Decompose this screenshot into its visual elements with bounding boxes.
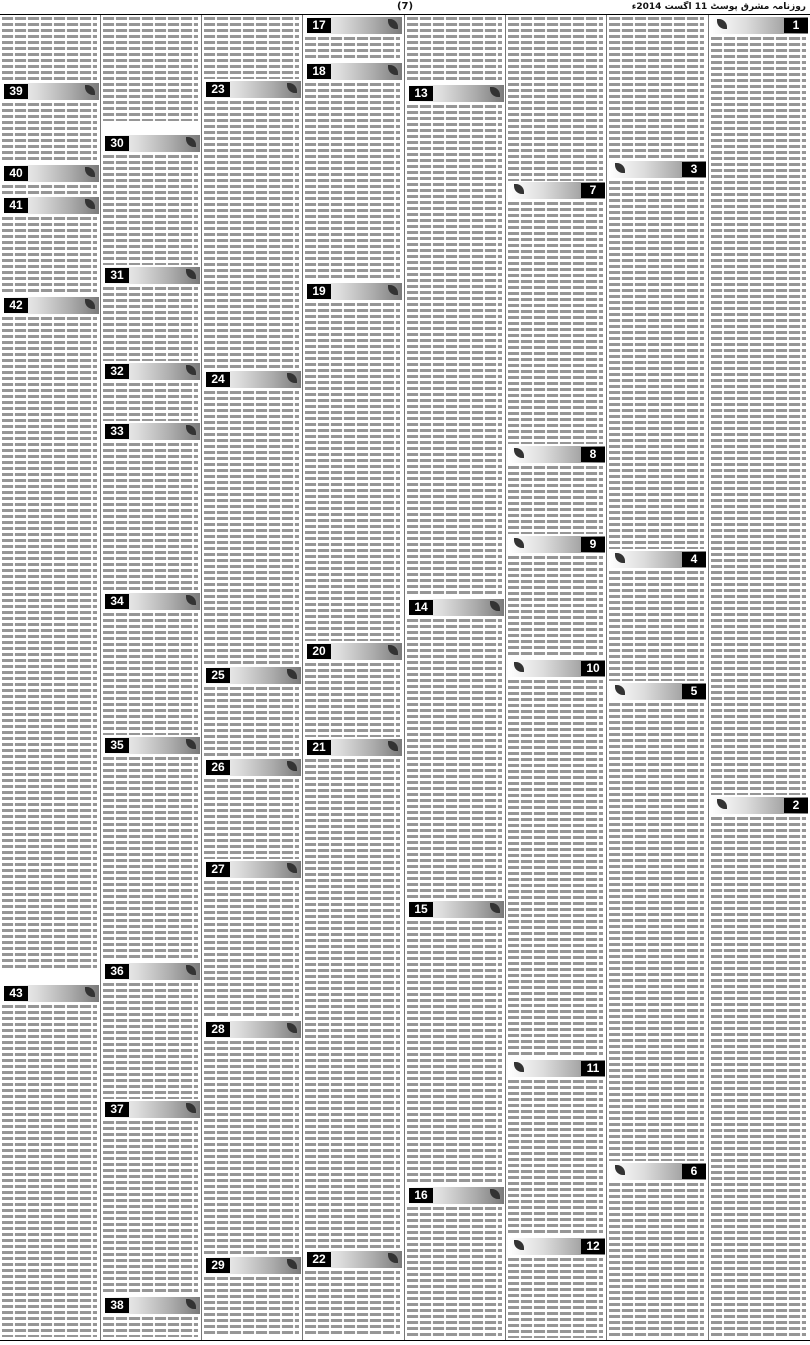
section-badge bbox=[711, 797, 808, 814]
article-text bbox=[103, 757, 198, 961]
article-text bbox=[2, 103, 97, 163]
article-text bbox=[609, 1183, 704, 1337]
article-text bbox=[204, 881, 299, 1019]
article-text bbox=[103, 1317, 198, 1337]
leaf-icon bbox=[85, 167, 95, 177]
leaf-icon bbox=[388, 645, 398, 655]
leaf-icon bbox=[186, 739, 196, 749]
section-number: 26 bbox=[206, 760, 230, 775]
article-text bbox=[609, 17, 704, 159]
leaf-icon bbox=[717, 799, 727, 809]
section-badge bbox=[103, 1101, 200, 1118]
section-badge bbox=[103, 593, 200, 610]
section-badge bbox=[204, 1257, 301, 1274]
article-text bbox=[103, 983, 198, 1099]
leaf-icon bbox=[514, 448, 524, 458]
section-number: 11 bbox=[581, 1061, 605, 1076]
article-text bbox=[508, 202, 603, 444]
section-number: 24 bbox=[206, 372, 230, 387]
article-text bbox=[609, 703, 704, 1161]
article-text bbox=[204, 391, 299, 665]
leaf-icon bbox=[514, 1062, 524, 1072]
section-badge bbox=[609, 1163, 706, 1180]
section-number: 43 bbox=[4, 986, 28, 1001]
section-number: 23 bbox=[206, 82, 230, 97]
article-text bbox=[2, 317, 97, 969]
leaf-icon bbox=[287, 863, 297, 873]
section-badge bbox=[305, 283, 402, 300]
article-text bbox=[103, 287, 198, 361]
article-text bbox=[2, 217, 97, 295]
article-text bbox=[508, 556, 603, 658]
article-text bbox=[508, 1080, 603, 1236]
column-3 bbox=[506, 15, 605, 1340]
bottom-rule bbox=[0, 1340, 810, 1341]
leaf-icon bbox=[287, 1023, 297, 1033]
section-number: 32 bbox=[105, 364, 129, 379]
article-text bbox=[2, 1005, 97, 1337]
section-number: 15 bbox=[409, 902, 433, 917]
article-text bbox=[305, 663, 400, 737]
section-badge bbox=[609, 161, 706, 178]
section-badge bbox=[2, 83, 99, 100]
leaf-icon bbox=[186, 965, 196, 975]
leaf-icon bbox=[615, 1165, 625, 1175]
leaf-icon bbox=[85, 199, 95, 209]
article-text bbox=[407, 105, 502, 597]
section-number: 42 bbox=[4, 298, 28, 313]
leaf-icon bbox=[388, 1253, 398, 1263]
section-number: 14 bbox=[409, 600, 433, 615]
leaf-icon bbox=[490, 903, 500, 913]
section-number: 29 bbox=[206, 1258, 230, 1273]
article-text bbox=[711, 817, 806, 1337]
section-badge bbox=[103, 135, 200, 152]
leaf-icon bbox=[287, 761, 297, 771]
section-number: 13 bbox=[409, 86, 433, 101]
section-badge bbox=[204, 81, 301, 98]
leaf-icon bbox=[287, 373, 297, 383]
article-text bbox=[103, 443, 198, 591]
section-number: 10 bbox=[581, 661, 605, 676]
article-text bbox=[609, 181, 704, 549]
section-number: 2 bbox=[784, 798, 808, 813]
article-text bbox=[508, 1258, 603, 1338]
leaf-icon bbox=[287, 83, 297, 93]
section-badge bbox=[305, 63, 402, 80]
article-text bbox=[103, 1121, 198, 1295]
section-number: 20 bbox=[307, 644, 331, 659]
section-badge bbox=[103, 963, 200, 980]
column-2 bbox=[607, 15, 706, 1340]
masthead bbox=[0, 0, 810, 15]
section-badge bbox=[103, 267, 200, 284]
section-number: 38 bbox=[105, 1298, 129, 1313]
article-text bbox=[508, 680, 603, 1058]
leaf-icon bbox=[85, 85, 95, 95]
section-number: 41 bbox=[4, 198, 28, 213]
leaf-icon bbox=[615, 685, 625, 695]
leaf-icon bbox=[490, 1189, 500, 1199]
leaf-icon bbox=[186, 1103, 196, 1113]
section-number: 8 bbox=[581, 447, 605, 462]
section-number: 27 bbox=[206, 862, 230, 877]
section-number: 40 bbox=[4, 166, 28, 181]
article-text bbox=[2, 185, 97, 195]
article-text bbox=[204, 779, 299, 859]
section-number: 31 bbox=[105, 268, 129, 283]
leaf-icon bbox=[186, 425, 196, 435]
article-text bbox=[204, 1041, 299, 1255]
section-badge bbox=[2, 197, 99, 214]
section-number: 12 bbox=[581, 1239, 605, 1254]
section-badge bbox=[305, 739, 402, 756]
column-6 bbox=[202, 15, 301, 1340]
section-number: 25 bbox=[206, 668, 230, 683]
section-number: 5 bbox=[682, 684, 706, 699]
leaf-icon bbox=[186, 595, 196, 605]
section-number: 33 bbox=[105, 424, 129, 439]
column-5 bbox=[303, 15, 402, 1340]
section-badge bbox=[2, 297, 99, 314]
leaf-icon bbox=[186, 269, 196, 279]
section-number: 19 bbox=[307, 284, 331, 299]
article-text bbox=[103, 383, 198, 421]
section-badge bbox=[305, 17, 402, 34]
section-number: 35 bbox=[105, 738, 129, 753]
section-number: 37 bbox=[105, 1102, 129, 1117]
section-badge bbox=[407, 599, 504, 616]
section-badge bbox=[103, 1297, 200, 1314]
article-text bbox=[711, 37, 806, 795]
article-text bbox=[407, 619, 502, 899]
column-4 bbox=[405, 15, 504, 1340]
section-number: 22 bbox=[307, 1252, 331, 1267]
article-text bbox=[407, 1207, 502, 1337]
leaf-icon bbox=[287, 669, 297, 679]
leaf-icon bbox=[287, 1259, 297, 1269]
leaf-icon bbox=[388, 65, 398, 75]
leaf-icon bbox=[186, 1299, 196, 1309]
article-text bbox=[204, 101, 299, 369]
section-badge bbox=[508, 1060, 605, 1077]
section-badge bbox=[508, 660, 605, 677]
section-badge bbox=[609, 551, 706, 568]
page-number: (7) bbox=[396, 1, 414, 12]
leaf-icon bbox=[388, 285, 398, 295]
newspaper-dateline: روزنامہ مشرق پوسٹ 11 اگست 2014ء bbox=[631, 2, 806, 12]
section-badge bbox=[305, 643, 402, 660]
article-text bbox=[609, 571, 704, 681]
leaf-icon bbox=[186, 365, 196, 375]
leaf-icon bbox=[615, 553, 625, 563]
leaf-icon bbox=[717, 19, 727, 29]
section-number: 28 bbox=[206, 1022, 230, 1037]
section-badge bbox=[103, 423, 200, 440]
leaf-icon bbox=[490, 601, 500, 611]
section-badge bbox=[204, 371, 301, 388]
leaf-icon bbox=[514, 662, 524, 672]
leaf-icon bbox=[490, 87, 500, 97]
section-badge bbox=[103, 737, 200, 754]
section-number: 16 bbox=[409, 1188, 433, 1203]
section-number: 21 bbox=[307, 740, 331, 755]
article-text bbox=[305, 759, 400, 1249]
article-text bbox=[204, 17, 299, 79]
section-badge bbox=[204, 861, 301, 878]
article-text bbox=[305, 303, 400, 641]
leaf-icon bbox=[514, 184, 524, 194]
section-badge bbox=[204, 1021, 301, 1038]
section-badge bbox=[2, 985, 99, 1002]
article-text bbox=[305, 83, 400, 281]
section-badge bbox=[407, 1187, 504, 1204]
column-7 bbox=[101, 15, 200, 1340]
section-badge bbox=[305, 1251, 402, 1268]
leaf-icon bbox=[85, 987, 95, 997]
section-badge bbox=[508, 536, 605, 553]
article-text bbox=[204, 687, 299, 757]
leaf-icon bbox=[388, 741, 398, 751]
article-text bbox=[2, 17, 97, 81]
column-1 bbox=[709, 15, 808, 1340]
section-number: 17 bbox=[307, 18, 331, 33]
section-number: 6 bbox=[682, 1164, 706, 1179]
section-badge bbox=[508, 446, 605, 463]
article-text bbox=[305, 37, 400, 61]
leaf-icon bbox=[85, 299, 95, 309]
article-text bbox=[407, 17, 502, 83]
section-number: 30 bbox=[105, 136, 129, 151]
section-number: 4 bbox=[682, 552, 706, 567]
section-badge bbox=[2, 165, 99, 182]
leaf-icon bbox=[186, 137, 196, 147]
article-text bbox=[508, 466, 603, 534]
section-number: 7 bbox=[581, 183, 605, 198]
leaf-icon bbox=[514, 538, 524, 548]
leaf-icon bbox=[615, 163, 625, 173]
section-badge bbox=[508, 1238, 605, 1255]
section-number: 1 bbox=[784, 18, 808, 33]
section-badge bbox=[609, 683, 706, 700]
section-badge bbox=[204, 667, 301, 684]
article-text bbox=[103, 17, 198, 121]
section-number: 9 bbox=[581, 537, 605, 552]
section-number: 34 bbox=[105, 594, 129, 609]
section-badge bbox=[407, 901, 504, 918]
section-number: 18 bbox=[307, 64, 331, 79]
article-text bbox=[305, 1271, 400, 1337]
section-number: 36 bbox=[105, 964, 129, 979]
section-badge bbox=[204, 759, 301, 776]
section-number: 39 bbox=[4, 84, 28, 99]
article-text bbox=[103, 613, 198, 735]
article-text bbox=[204, 1277, 299, 1337]
section-badge bbox=[711, 17, 808, 34]
section-badge bbox=[103, 363, 200, 380]
article-text bbox=[407, 921, 502, 1185]
section-number: 3 bbox=[682, 162, 706, 177]
section-badge bbox=[508, 182, 605, 199]
article-text bbox=[103, 155, 198, 265]
section-badge bbox=[407, 85, 504, 102]
leaf-icon bbox=[388, 19, 398, 29]
article-text bbox=[508, 17, 603, 181]
leaf-icon bbox=[514, 1240, 524, 1250]
column-8 bbox=[0, 15, 99, 1340]
